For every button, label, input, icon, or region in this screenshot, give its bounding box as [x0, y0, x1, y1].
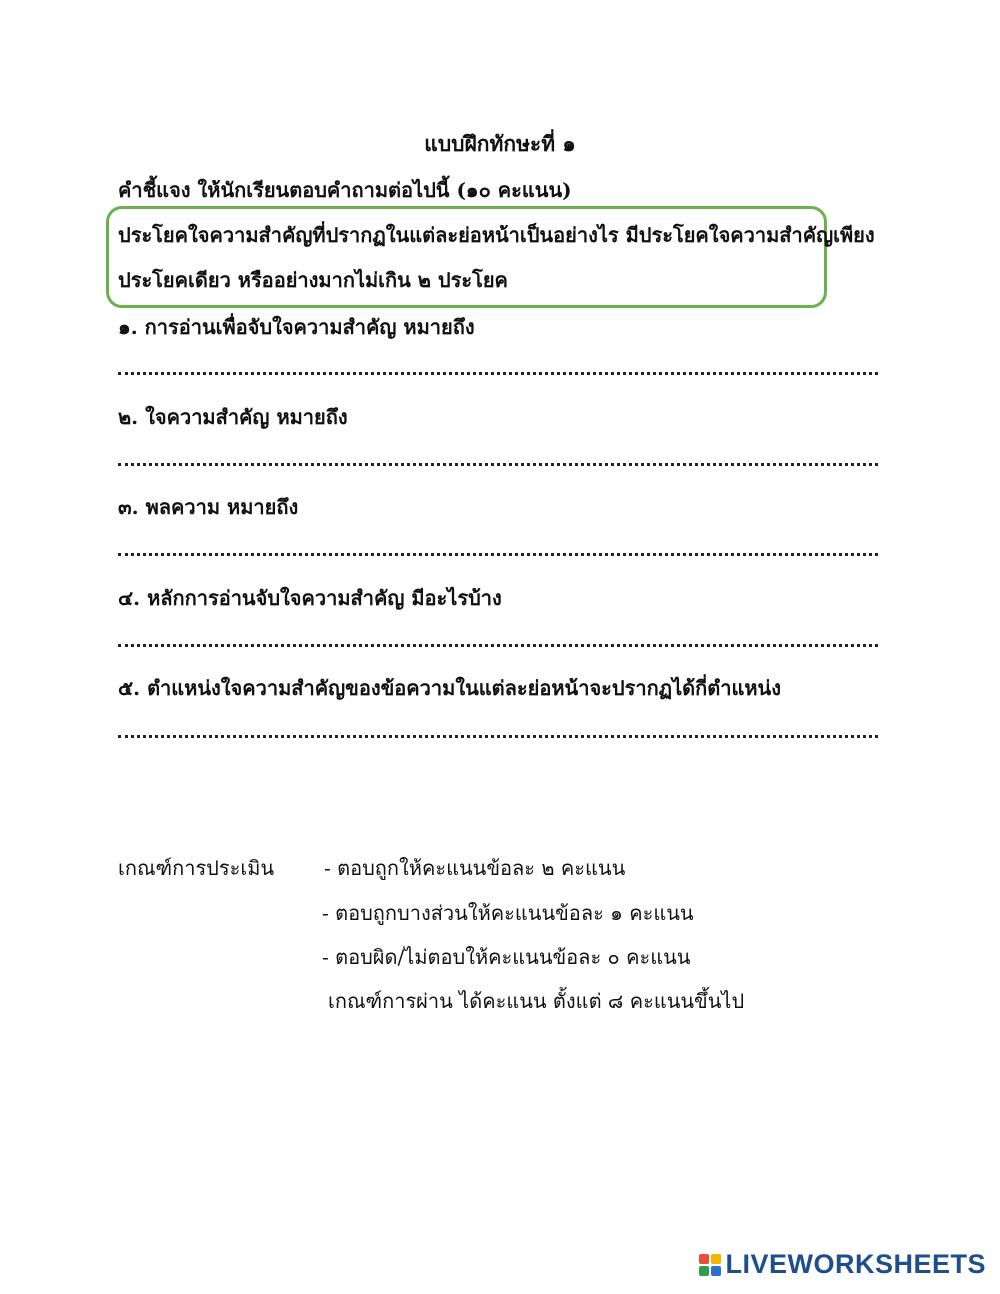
note-line-2: ประโยคเดียว หรืออย่างมากไม่เกิน ๒ ประโยค — [118, 268, 508, 292]
criteria-item: - ตอบผิด/ไม่ตอบให้คะแนนข้อละ ๐ คะแนน — [322, 945, 691, 969]
question-5: ๕. ตำแหน่งใจความสำคัญของข้อความในแต่ละย่อหน้าจะปรากฏได้กี่ตำแหน่ง — [118, 676, 781, 700]
liveworksheets-logo — [699, 1249, 986, 1280]
answer-line-5[interactable] — [118, 735, 878, 738]
page-title: แบบฝึกทักษะที่ ๑ — [424, 131, 576, 156]
criteria-item: - ตอบถูกบางส่วนให้คะแนนข้อละ ๑ คะแนน — [322, 901, 694, 925]
note-line-1: ประโยคใจความสำคัญที่ปรากฏในแต่ละย่อหน้าเป็นอย่างไร มีประโยคใจความสำคัญเพียง — [118, 223, 875, 247]
question-3: ๓. พลความ หมายถึง — [118, 495, 299, 519]
answer-line-1[interactable] — [118, 372, 878, 375]
question-4: ๔. หลักการอ่านจับใจความสำคัญ มีอะไรบ้าง — [118, 586, 502, 610]
brand-name: LIVEWORKSHEETS — [725, 1249, 986, 1279]
criteria-label: เกณฑ์การประเมิน — [118, 856, 275, 880]
answer-line-2[interactable] — [118, 463, 878, 466]
answer-line-4[interactable] — [118, 644, 878, 647]
criteria-item: - ตอบถูกให้คะแนนข้อละ ๒ คะแนน — [324, 856, 626, 880]
answer-line-3[interactable] — [118, 553, 878, 556]
question-2: ๒. ใจความสำคัญ หมายถึง — [118, 405, 348, 429]
liveworksheets-logo-icon — [699, 1254, 721, 1276]
question-1: ๑. การอ่านเพื่อจับใจความสำคัญ หมายถึง — [118, 315, 475, 339]
pass-criteria: เกณฑ์การผ่าน ได้คะแนน ตั้งแต่ ๘ คะแนนขึ้นไป — [328, 989, 745, 1013]
instruction-text: คำชี้แจง ให้นักเรียนตอบคำถามต่อไปนี้ (๑๐ คะแนน) — [118, 178, 572, 202]
